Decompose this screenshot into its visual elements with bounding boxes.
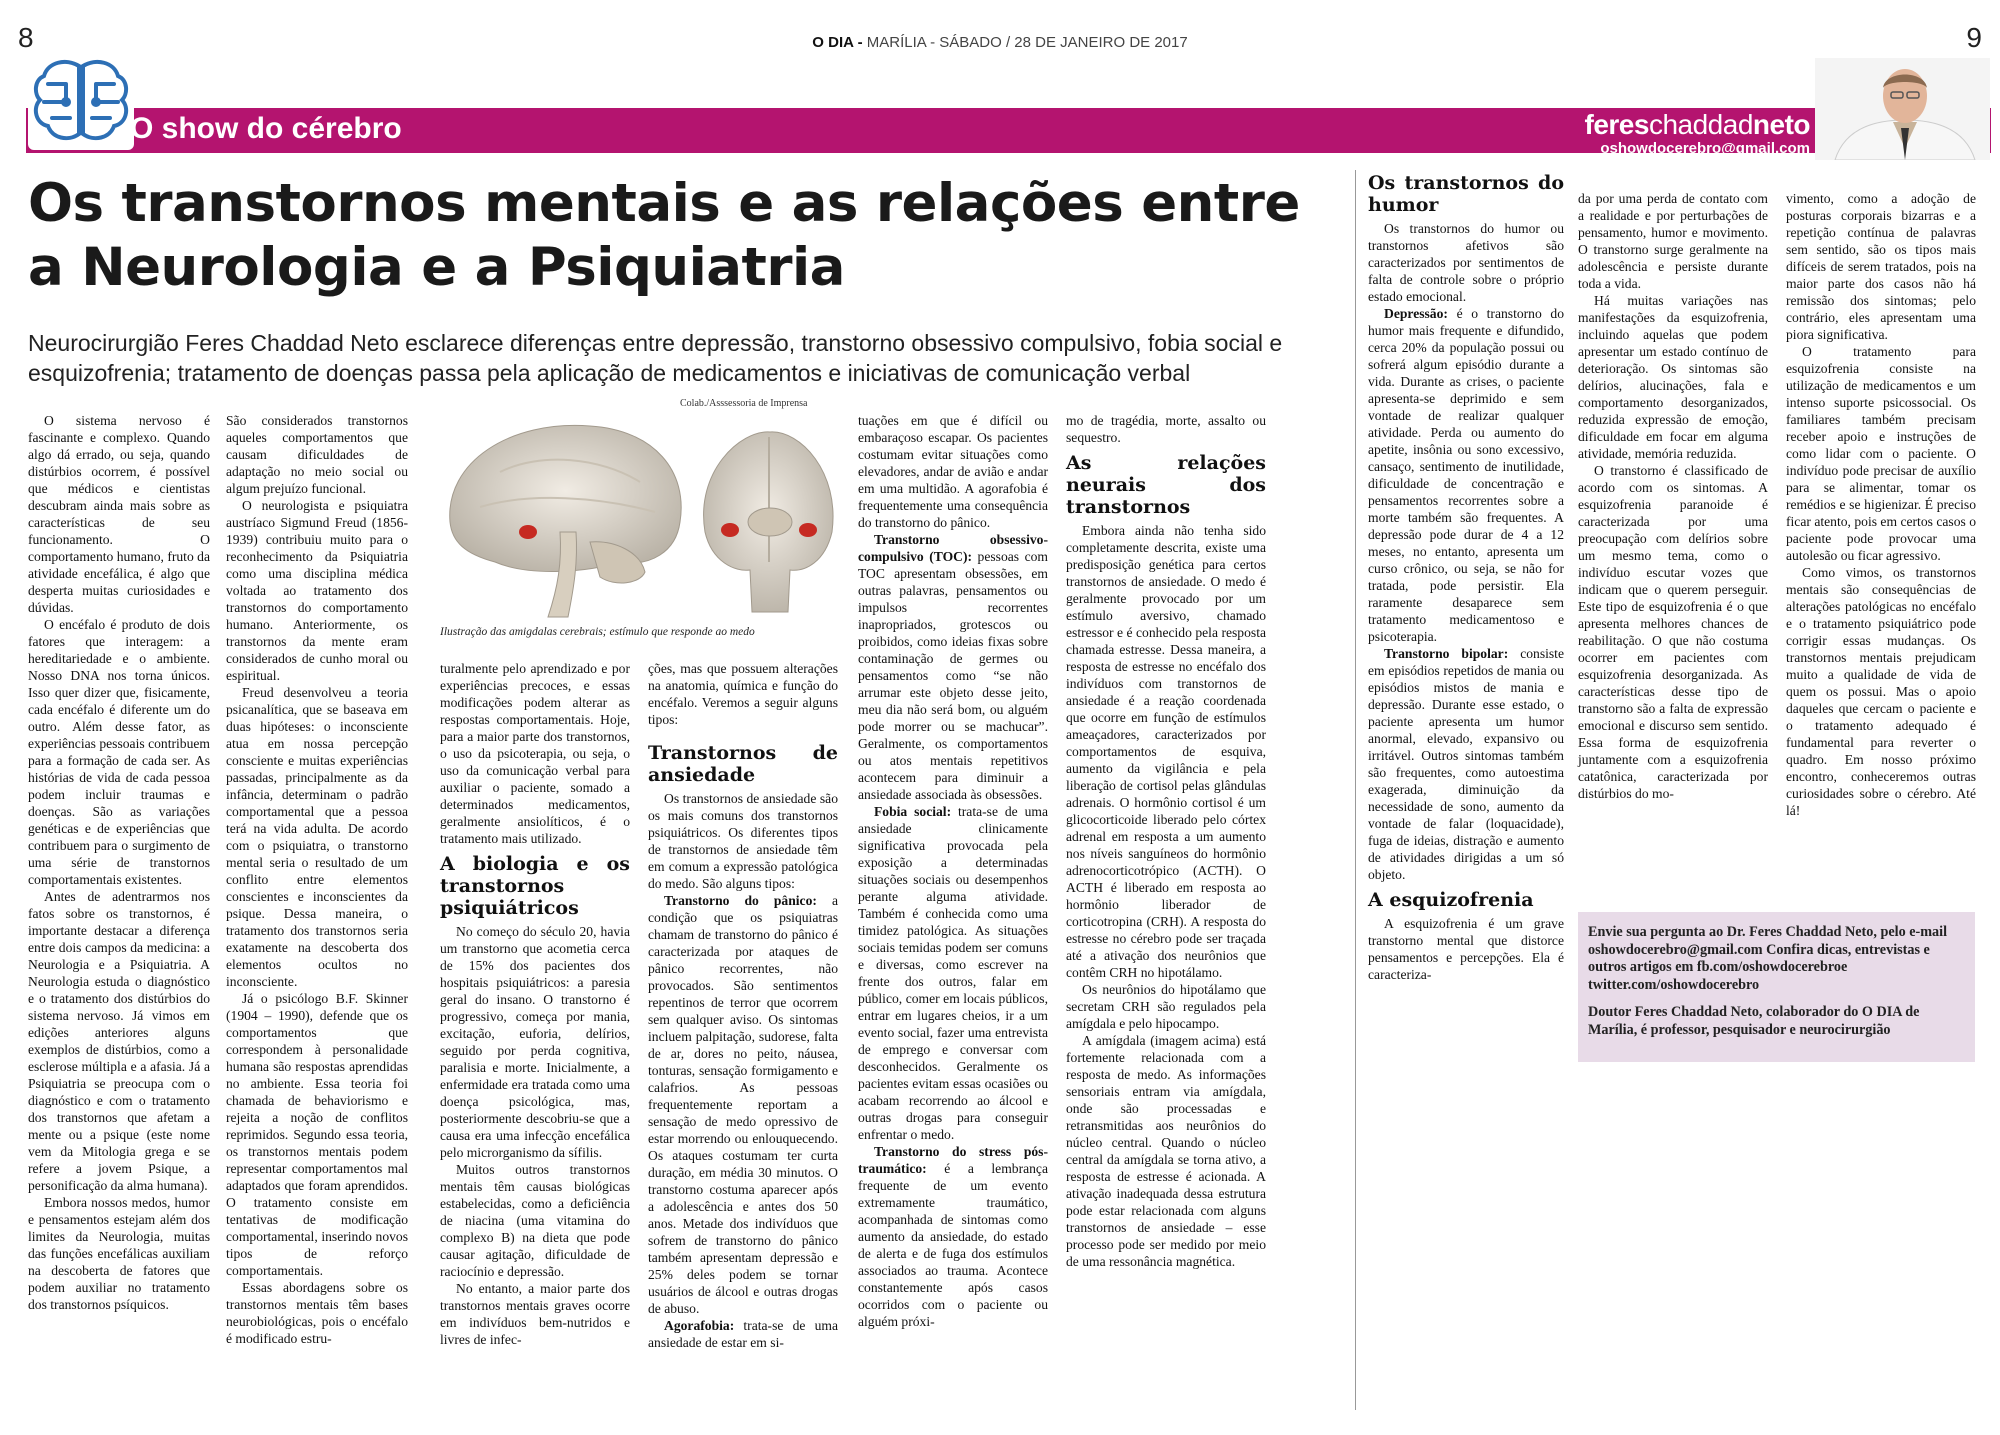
article-column-4 xyxy=(648,660,838,1351)
column-divider xyxy=(1355,170,1356,1410)
lead-in: Transtorno bipolar: xyxy=(1384,646,1509,661)
byline-email: oshowdocerebro@gmail.com xyxy=(1600,140,1810,157)
paragraph: Muitos outros transtornos mentais têm causas biológicas estabelecidas, como a deficiência de niacina (uma vitamina do complexo B) na dieta que pode causar agitação, dificuldade de raciocínio e depressão. xyxy=(440,1162,630,1279)
paragraph: O sistema nervoso é fascinante e complexo. Quando algo dá errado, ou seja, quando distúrbios ocorrem, é possível que médicos e cientistas descubram ainda mais sobre as características de seu funcionamento. O comportamento humano, fruto da atividade encefálica, é algo que desperta muitas curiosidades e dúvidas. xyxy=(28,413,210,615)
paragraph: Antes de adentrarmos nos fatos sobre os transtornos, é importante destacar a diferença entre dois campos da medicina: a Neurologia e a Psiquiatria. A Neurologia estuda o diagnóstico e o tratamento dos distúrbios do sistema nervoso. Já vimos em edições anteriores alguns exemplos de distúrbios, como a esclerose múltipla e a afasia. Já a Psiquiatria se preocupa com o diagnóstico e com o tratamento dos transtornos que afetam a mente ou a psique (este nome vem da Mitologia grega e se refere a jovem Psique, a personificação da alma humana). xyxy=(28,889,210,1193)
paragraph: Embora ainda não tenha sido completamente descrita, existe uma predisposição genética para certos transtornos de ansiedade. O medo é geralmente provocado por um estímulo aversivo, chamado estressor e é conhecido pela resposta chamada estresse. Dessa maneira, a resposta de estresse no encéfalo dos indivíduos com transtornos de ansiedade é a reação coordenada que ocorre em função de estímulos ameaçadores, caracterizados por comportamentos de esquiva, aumento da vigilância e pela liberação de cortisol pelas glândulas adrenais. O hormônio cortisol é um glicocorticoide liberado pelo córtex adrenal em resposta a um aumento nos níveis sanguíneos do hormônio adrenocorticotrópico (ACTH). O ACTH é liberado em resposta ao hormônio liberador de corticotropina (CRH). A resposta do estresse no cérebro pode ser traçada até a ativação dos neurônios que contêm CRH no hipotálamo. xyxy=(1066,523,1266,980)
paragraph: No entanto, a maior parte dos transtornos mentais graves ocorre em indivíduos bem-nutridos e livres de infec- xyxy=(440,1281,630,1347)
article-column-6 xyxy=(1066,412,1266,1270)
paragraph: Transtorno do stress pós-traumático: é a lembrança frequente de um evento extremamente traumático, acompanhada de sintomas como aumento da ansiedade, do estado de alerta e de fuga dos estímulos associados ao trauma. Acontece constantemente após casos ocorridos com o paciente ou alguém próxi- xyxy=(858,1144,1048,1329)
paragraph: Embora nossos medos, humor e pensamentos estejam além dos limites da Neurologia, muitas das funções encefálicas auxiliam na descoberta de fatores que podem auxiliar no tratamento dos transtornos psíquicos. xyxy=(28,1195,210,1312)
paragraph: Os transtornos do humor ou transtornos afetivos são caracterizados por sentimentos de falta de controle sobre o próprio estado emocional. xyxy=(1368,221,1564,304)
subheading: Os transtornos do humor xyxy=(1368,172,1564,216)
paragraph: Fobia social: trata-se de uma ansiedade clinicamente significativa provocada pela exposição a determinadas situações sociais ou desempenhos perante alguma atividade. Também é conhecida como uma timidez patológica. As situações sociais temidas podem ser comuns e diversas, como escrever na frente dos outros, falar em público, comer em locais públicos, entrar em lugares cheios, ir a um evento social, fazer uma entrevista de emprego e conversar com desconhecidos. Geralmente os pacientes evitam essas ocasiões ou acabam recorrendo ao álcool e outras drogas para conseguir enfrentar o medo. xyxy=(858,804,1048,1142)
subheading: As relações neurais dos transtornos xyxy=(1066,452,1266,518)
paragraph: Os transtornos de ansiedade são os mais comuns dos transtornos psiquiátricos. Os diferentes tipos de transtornos de ansiedade têm em comum a expressão patológica do medo. São alguns tipos: xyxy=(648,791,838,891)
paragraph: da por uma perda de contato com a realidade e por perturbações de pensamento, humor e movimento. O transtorno surge geralmente na adolescência e persiste durante toda a vida. xyxy=(1578,191,1768,291)
headline: Os transtornos mentais e as relações entre a Neurologia e a Psiquiatria xyxy=(28,173,1300,298)
photo-caption: Ilustração das amigdalas cerebrais; estímulo que responde ao medo xyxy=(440,626,755,638)
contact-box xyxy=(1578,912,1975,1062)
folio xyxy=(0,34,2000,51)
page-number-right: 9 xyxy=(1966,22,1982,53)
lead-in: Depressão: xyxy=(1384,306,1448,321)
byline-name-b: chaddad xyxy=(1648,109,1753,140)
paragraph: Agorafobia: trata-se de uma ansiedade de estar em si- xyxy=(648,1318,838,1350)
subheading: A esquizofrenia xyxy=(1368,889,1534,911)
paragraph: Transtorno obsessivo-compulsivo (TOC): pessoas com TOC apresentam obsessões, em outras palavras, pensamentos ou impulsos recorrentes inapropriados, grotescos ou proibidos, como ideias fixas sobre contaminação de germes ou pensamentos como “se não arrumar este objeto desse jeito, meu dia não será bom, ou alguém pode morrer ou se machucar”. Geralmente, os comportamentos ou atos mentais repetitivos acontecem para diminuir a ansiedade associada às obsessões. xyxy=(858,532,1049,802)
lead-in: Agorafobia: xyxy=(664,1318,735,1333)
article-column-7 xyxy=(1368,172,1564,983)
paragraph: O tratamento para esquizofrenia consiste na utilização de medicamentos e um intenso suporte psicossocial. Os familiares também precisam receber apoio e instruções de como lidar com o paciente. O indivíduo pode precisar de auxílio para se alimentar, tomar os remédios e se higienizar. É preciso ficar atento, pois em certos casos o paciente pode provocar uma autolesão ou ficar agressivo. xyxy=(1786,344,1976,563)
paragraph: A esquizofrenia é um grave transtorno mental que distorce pensamentos e percepções. Ela é caracteriza- xyxy=(1368,916,1564,982)
paragraph: Há muitas variações nas manifestações da esquizofrenia, incluindo aquelas que podem apresentar um estado contínuo de deterioração. Os sintomas são delírios, alucinações, fala e comportamento desorganizados, reduzida expressão de emoção, dificuldade em focar em alguma atividade, memória reduzida. xyxy=(1578,293,1768,461)
lead-in: Transtorno obsessivo-compulsivo (TOC): xyxy=(858,532,1048,564)
subheading: Transtornos de ansiedade xyxy=(648,742,838,786)
section-title: O show do cérebro xyxy=(130,112,402,145)
article-column-9 xyxy=(1786,190,1976,819)
subheading: A biologia e os transtornos psiquiátricos xyxy=(440,853,630,919)
paragraph: Depressão: é o transtorno do humor mais frequente e difundido, cerca 20% da população possui ou sofrerá algum episódio durante a vida. Durante as crises, o paciente apresenta-se deprimido e sem vontade de realizar qualquer atividade. Perda ou aumento do apetite, insônia ou sono excessivo, cansaço, sentimento de inutilidade, dificuldade de concentração e pensamentos recorrentes sobre a morte também são frequentes. A depressão pode durar de 4 a 12 meses, no entanto, apresenta um curso crônico, ou seja, se não for tratada, pode persistir. Ela raramente desaparece sem tratamento medicamentoso e psicoterapia. xyxy=(1368,306,1564,644)
paragraph: Transtorno do pânico: a condição que os psiquiatras chamam de transtorno do pânico é caracterizada por ataques de pânico recorrentes, não provocados. São sentimentos repentinos de terror que ocorrem sem qualquer aviso. Os sintomas incluem palpitação, sudorese, falta de ar, dores no peito, náusea, tonturas, sensação formigamento e calafrios. As pessoas frequentemente reportam a sensação de medo opressivo de estar morrendo ou enlouquecendo. Os ataques costumam ter curta duração, em média 30 minutos. O transtorno costuma aparecer após a adolescência e antes dos 50 anos. Metade dos indivíduos que sofrem de transtorno do pânico também apresentam depressão e 25% deles podem se tornar usuários de álcool e outras drogas de abuso. xyxy=(648,893,838,1316)
paragraph: A amígdala (imagem acima) está fortemente relacionada com a resposta de medo. As informações sensoriais entram via amígdala, onde são processadas e retransmitidas aos neurônios do núcleo central. Quando o núcleo central da amígdala se torna ativo, a resposta de estresse é acionada. A ativação inadequada dessa estrutura pode estar relacionada com alguns transtornos de ansiedade – esse processo pode ser medido por meio de uma ressonância magnética. xyxy=(1066,1033,1266,1269)
paragraph: O transtorno é classificado de acordo com os sintomas. A esquizofrenia paranoide é caracterizada por uma preocupação com delírios sobre um mesmo tema, como o indivíduo escutar vozes que indicam que o querem perseguir. Este tipo de esquizofrenia é o que apresenta melhores chances de reabilitação. O que não costuma ocorrer em pacientes com esquizofrenia desorganizada. As características desse tipo de transtorno são a falta de expressão emocional e discurso sem sentido. Essa forma de esquizofrenia juntamente com a esquizofrenia catatônica, caracterizada por distúrbios do mo- xyxy=(1578,463,1768,801)
contact-text: Envie sua pergunta ao Dr. Feres Chaddad Neto, pelo e-mail oshowdocerebro@gmail.com Confira dicas, entrevistas e outros artigos em fb.com/oshowdocerebroe twitter.com/oshowdocerebro xyxy=(1588,924,1948,993)
paragraph: vimento, como a adoção de posturas corporais bizarras e a repetição contínua de palavras sem sentido, são os tipos mais difíceis de serem tratados, pois na maior parte dos casos não há remissão dos sintomas; pelo contrário, eles apresentam uma piora significativa. xyxy=(1786,191,1976,342)
paragraph: Freud desenvolveu a teoria psicanalítica, que se baseava em duas hipóteses: o inconsciente atua em nossa percepção consciente e muitas experiências passadas, principalmente as da infância, determinam o padrão comportamental que a pessoa terá na vida adulta. De acordo com o psiquiatra, o transtorno mental seria o resultado de um conflito entre elementos conscientes e inconscientes da psique. Dessa maneira, o tratamento dos transtornos seria exatamente na descoberta dos elementos ocultos no inconsciente. xyxy=(226,685,408,989)
article-column-5 xyxy=(858,412,1048,1330)
deck: Neurocirurgião Feres Chaddad Neto esclarece diferenças entre depressão, transtorno obsessivo compulsivo, fobia social e esquizofrenia; tratamento de doenças passa pela aplicação de medicamentos e iniciativas de comunicação verbal xyxy=(28,330,1283,386)
page-number-left: 8 xyxy=(18,22,34,53)
author-photo xyxy=(1815,58,1990,160)
paragraph: mo de tragédia, morte, assalto ou sequestro. xyxy=(1066,413,1266,445)
paragraph: O encéfalo é produto de dois fatores que interagem: a hereditariedade e o ambiente. Nosso DNA nos torna únicos. Isso quer dizer que, fisicamente, cada encéfalo é diferente um do outro. Além desse fator, as experiências pessoais contribuem para a formação de cada ser. As histórias de vida de cada pessoa podem incluir traumas e doenças. São as variações genéticas e de experiências que contribuem para o surgimento de uma série de transtornos comportamentais existentes. xyxy=(28,617,210,887)
paragraph: ções, mas que possuem alterações na anatomia, química e função do encéfalo. Veremos a seguir alguns tipos: xyxy=(648,661,838,727)
byline xyxy=(1585,110,1810,157)
paragraph: turalmente pelo aprendizado e por experiências precoces, e essas modificações podem alterar as respostas comportamentais. Hoje, para a maior parte dos transtornos, o uso da psicoterapia, ou seja, o uso da comunicação verbal para auxiliar o paciente, somado a determinados medicamentos, geralmente ansiolíticos, é o tratamento mais utilizado. xyxy=(440,661,630,846)
paragraph: No começo do século 20, havia um transtorno que acometia cerca de 15% dos pacientes dos hospitais psiquiátricos: a paresia geral do insano. O transtorno é progressivo, começa por mania, excitação, euforia, delírios, seguido por perda cognitiva, paralisia e morte. Inicialmente, a enfermidade era tratada como uma doença psicológica, mas, posteriormente descobriu-se que a causa era uma infecção encefálica pelo microrganismo da sífilis. xyxy=(440,924,630,1160)
byline-name-a: feres xyxy=(1584,109,1649,140)
byline-name-c: neto xyxy=(1752,109,1810,140)
paragraph: tuações em que é difícil ou embaraçoso escapar. Os pacientes costumam evitar situações como elevadores, andar de avião e andar em uma multidão. A agorafobia é frequentemente uma consequência do transtorno do pânico. xyxy=(858,413,1048,530)
article-column-1 xyxy=(28,412,210,1313)
brain-icon xyxy=(26,52,136,152)
photo-credit: Colab./Asssessoria de Imprensa xyxy=(680,398,808,409)
lead-in: Transtorno do stress pós-traumático: xyxy=(858,1144,1048,1176)
paragraph: Transtorno bipolar: consiste em episódios repetidos de mania ou episódios mistos de mania e depressão. Durante esse estado, o paciente apresenta um humor anormal, elevado, expansivo ou irritável. Outros sintomas também são frequentes, como autoestima exagerada, diminuição da necessidade de sono, aumento da vontade de falar (loquacidade), fuga de ideias, distração e aumento de atividades dirigidas a um só objeto. xyxy=(1368,646,1564,882)
paragraph: Os neurônios do hipotálamo que secretam CRH são regulados pela amígdala e pelo hipocampo. xyxy=(1066,982,1266,1031)
paragraph: Como vimos, os transtornos mentais são consequências de alterações patológicas no encéfalo e o tratamento psiquiátrico pode corrigir essas mudanças. Os transtornos mentais prejudicam muito a qualidade de vida de quem os possui. Mas o apoio daqueles que cercam o paciente e o tratamento adequado é fundamental para reverter o quadro. Em nosso próximo encontro, conheceremos outras curiosidades sobre o cérebro. Até lá! xyxy=(1786,565,1976,818)
folio-paper: O DIA - xyxy=(812,34,863,51)
paragraph: Essas abordagens sobre os transtornos mentais têm bases neurobiológicas, pois o encéfalo é modificado estru- xyxy=(226,1280,408,1346)
article-column-8 xyxy=(1578,190,1768,802)
paragraph: Já o psicólogo B.F. Skinner (1904 – 1990), defende que os comportamentos que correspondem à personalidade humana são respostas aprendidas no ambiente. Essa teoria foi chamada de behaviorismo e rejeita a noção de conflitos reprimidos. Segundo essa teoria, os transtornos mentais podem representar comportamentos mal adaptados que foram aprendidos. O tratamento consiste em tentativas de modificação comportamental, inserindo novos tipos de reforço comportamentais. xyxy=(226,991,408,1278)
folio-dateline: MARÍLIA - SÁBADO / 28 DE JANEIRO DE 2017 xyxy=(862,34,1188,51)
article-column-3 xyxy=(440,660,630,1348)
lead-in: Fobia social: xyxy=(874,804,952,819)
paragraph: São considerados transtornos aqueles comportamentos que causam dificuldades de adaptação no meio social ou algum prejuízo funcional. xyxy=(226,413,408,496)
author-bio: Doutor Feres Chaddad Neto, colaborador do O DIA de Marília, é professor, pesquisador e neurocirurgião xyxy=(1588,1004,1920,1038)
paragraph: O neurologista e psiquiatra austríaco Sigmund Freud (1856-1939) contribuiu muito para o reconhecimento da Psiquiatria como uma disciplina médica voltada ao tratamento dos transtornos do comportamento humano. Anteriormente, os transtornos da mente eram considerados de cunho moral ou espiritual. xyxy=(226,498,408,683)
article-column-2 xyxy=(226,412,408,1347)
lead-in: Transtorno do pânico: xyxy=(664,893,817,908)
brain-illustration xyxy=(440,412,840,627)
